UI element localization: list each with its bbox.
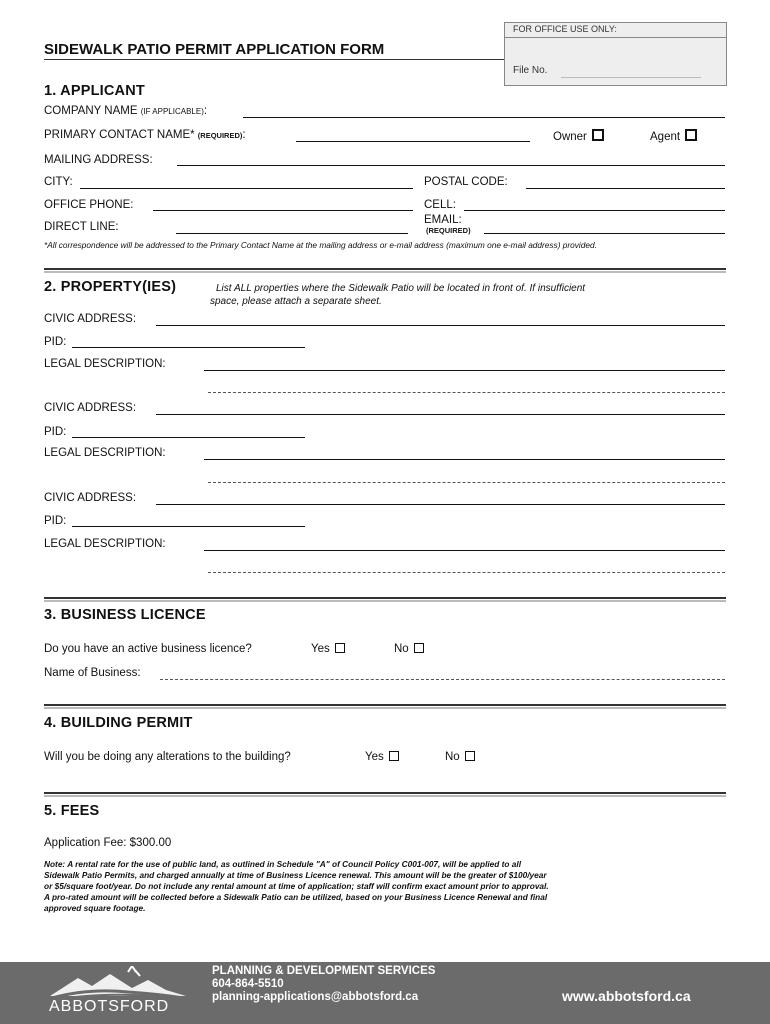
office-phone-label: OFFICE PHONE: — [44, 199, 134, 211]
permit-yes-checkbox[interactable] — [389, 751, 399, 761]
section-applicant-heading: 1. APPLICANT — [44, 83, 145, 99]
pid-label: PID: — [44, 426, 67, 438]
agent-option[interactable]: Agent — [650, 129, 697, 143]
property-instruction-1: List ALL properties where the Sidewalk Patio will be located in front of. If insufficient — [216, 283, 586, 294]
pid-label: PID: — [44, 336, 67, 348]
licence-no-option[interactable]: No — [394, 643, 424, 655]
file-no-field[interactable] — [561, 77, 701, 78]
business-name-field[interactable] — [160, 679, 725, 680]
licence-no-checkbox[interactable] — [414, 643, 424, 653]
civic-address-label: CIVIC ADDRESS: — [44, 492, 137, 504]
permit-no-option[interactable]: No — [445, 751, 475, 763]
email-field[interactable] — [484, 233, 725, 234]
civic-address-label: CIVIC ADDRESS: — [44, 402, 137, 414]
permit-yes-option[interactable]: Yes — [365, 751, 399, 763]
pid-field-3[interactable] — [72, 526, 305, 527]
licence-yes-checkbox[interactable] — [335, 643, 345, 653]
owner-option[interactable]: Owner — [553, 129, 604, 143]
direct-line-field[interactable] — [176, 233, 408, 234]
legal-description-field-1b[interactable] — [208, 392, 725, 393]
city-field[interactable] — [80, 188, 413, 189]
mailing-address-label: MAILING ADDRESS: — [44, 154, 153, 166]
section-permit-heading: 4. BUILDING PERMIT — [44, 715, 193, 731]
legal-description-label: LEGAL DESCRIPTION: — [44, 447, 166, 459]
file-no-label: File No. — [513, 65, 548, 76]
legal-description-field-1a[interactable] — [204, 370, 725, 371]
civic-address-label: CIVIC ADDRESS: — [44, 313, 137, 325]
section-licence-heading: 3. BUSINESS LICENCE — [44, 607, 206, 623]
abbotsford-logo-icon — [48, 966, 188, 1000]
footer-phone: 604-864-5510 — [212, 978, 284, 990]
licence-yes-option[interactable]: Yes — [311, 643, 345, 655]
fees-note-line-1: Note: A rental rate for the use of public land, as outlined in Schedule "A" of Council Policy C001-007, will be applied to all — [44, 859, 522, 869]
legal-description-label: LEGAL DESCRIPTION: — [44, 538, 166, 550]
postal-code-label: POSTAL CODE: — [424, 176, 508, 188]
application-fee: Application Fee: $300.00 — [44, 837, 172, 849]
legal-description-field-3b[interactable] — [208, 572, 725, 573]
postal-code-field[interactable] — [526, 188, 725, 189]
city-label: CITY: — [44, 176, 73, 188]
pid-field-2[interactable] — [72, 437, 305, 438]
permit-no-checkbox[interactable] — [465, 751, 475, 761]
primary-contact-label: PRIMARY CONTACT NAME* (REQUIRED): — [44, 129, 246, 141]
footer — [0, 962, 770, 1024]
section-property-heading: 2. PROPERTY(IES) — [44, 279, 177, 295]
form-title: SIDEWALK PATIO PERMIT APPLICATION FORM — [44, 41, 385, 58]
civic-address-field-2[interactable] — [156, 414, 725, 415]
pid-field-1[interactable] — [72, 347, 305, 348]
fees-note-line-2: Sidewalk Patio Permits, and charged annually at time of Business Licence renewal. This amount will be the greater of $100/year — [44, 870, 547, 880]
legal-description-field-2a[interactable] — [204, 459, 725, 460]
licence-question: Do you have an active business licence? — [44, 643, 252, 655]
fees-note-line-5: approved square footage. — [44, 903, 146, 913]
cell-field[interactable] — [464, 210, 725, 211]
civic-address-field-3[interactable] — [156, 504, 725, 505]
footer-department: PLANNING & DEVELOPMENT SERVICES — [212, 965, 436, 977]
fees-note-line-3: or $5/square foot/year. Do not include any rental amount at time of application; staff will confirm exact amount prior to approval. — [44, 881, 549, 891]
email-required: (REQUIRED) — [426, 226, 471, 235]
correspondence-note: *All correspondence will be addressed to the Primary Contact Name at the mailing address or e-mail address (maximum one e-mail address) provided. — [44, 240, 597, 250]
primary-contact-field[interactable] — [296, 141, 530, 142]
footer-website[interactable]: www.abbotsford.ca — [562, 988, 691, 1004]
business-name-label: Name of Business: — [44, 667, 141, 679]
legal-description-label: LEGAL DESCRIPTION: — [44, 358, 166, 370]
abbotsford-wordmark: ABBOTSFORD — [49, 998, 170, 1015]
property-instruction-2: space, please attach a separate sheet. — [210, 296, 382, 307]
legal-description-field-2b[interactable] — [208, 482, 725, 483]
cell-label: CELL: — [424, 199, 456, 211]
office-use-box — [504, 22, 727, 86]
pid-label: PID: — [44, 515, 67, 527]
office-use-title: FOR OFFICE USE ONLY: — [513, 24, 617, 34]
office-phone-field[interactable] — [153, 210, 413, 211]
permit-question: Will you be doing any alterations to the building? — [44, 751, 291, 763]
email-label: EMAIL: — [424, 214, 462, 226]
company-name-field[interactable] — [243, 117, 725, 118]
mailing-address-field[interactable] — [177, 165, 725, 166]
agent-checkbox[interactable] — [685, 129, 697, 141]
company-name-label: COMPANY NAME (IF APPLICABLE): — [44, 105, 208, 117]
owner-checkbox[interactable] — [592, 129, 604, 141]
legal-description-field-3a[interactable] — [204, 550, 725, 551]
civic-address-field-1[interactable] — [156, 325, 725, 326]
direct-line-label: DIRECT LINE: — [44, 221, 119, 233]
footer-email[interactable]: planning-applications@abbotsford.ca — [212, 991, 419, 1003]
section-fees-heading: 5. FEES — [44, 803, 100, 819]
fees-note-line-4: A pro-rated amount will be collected before a Sidewalk Patio can be utilized, based on your Business Licence Renewal and final — [44, 892, 548, 902]
